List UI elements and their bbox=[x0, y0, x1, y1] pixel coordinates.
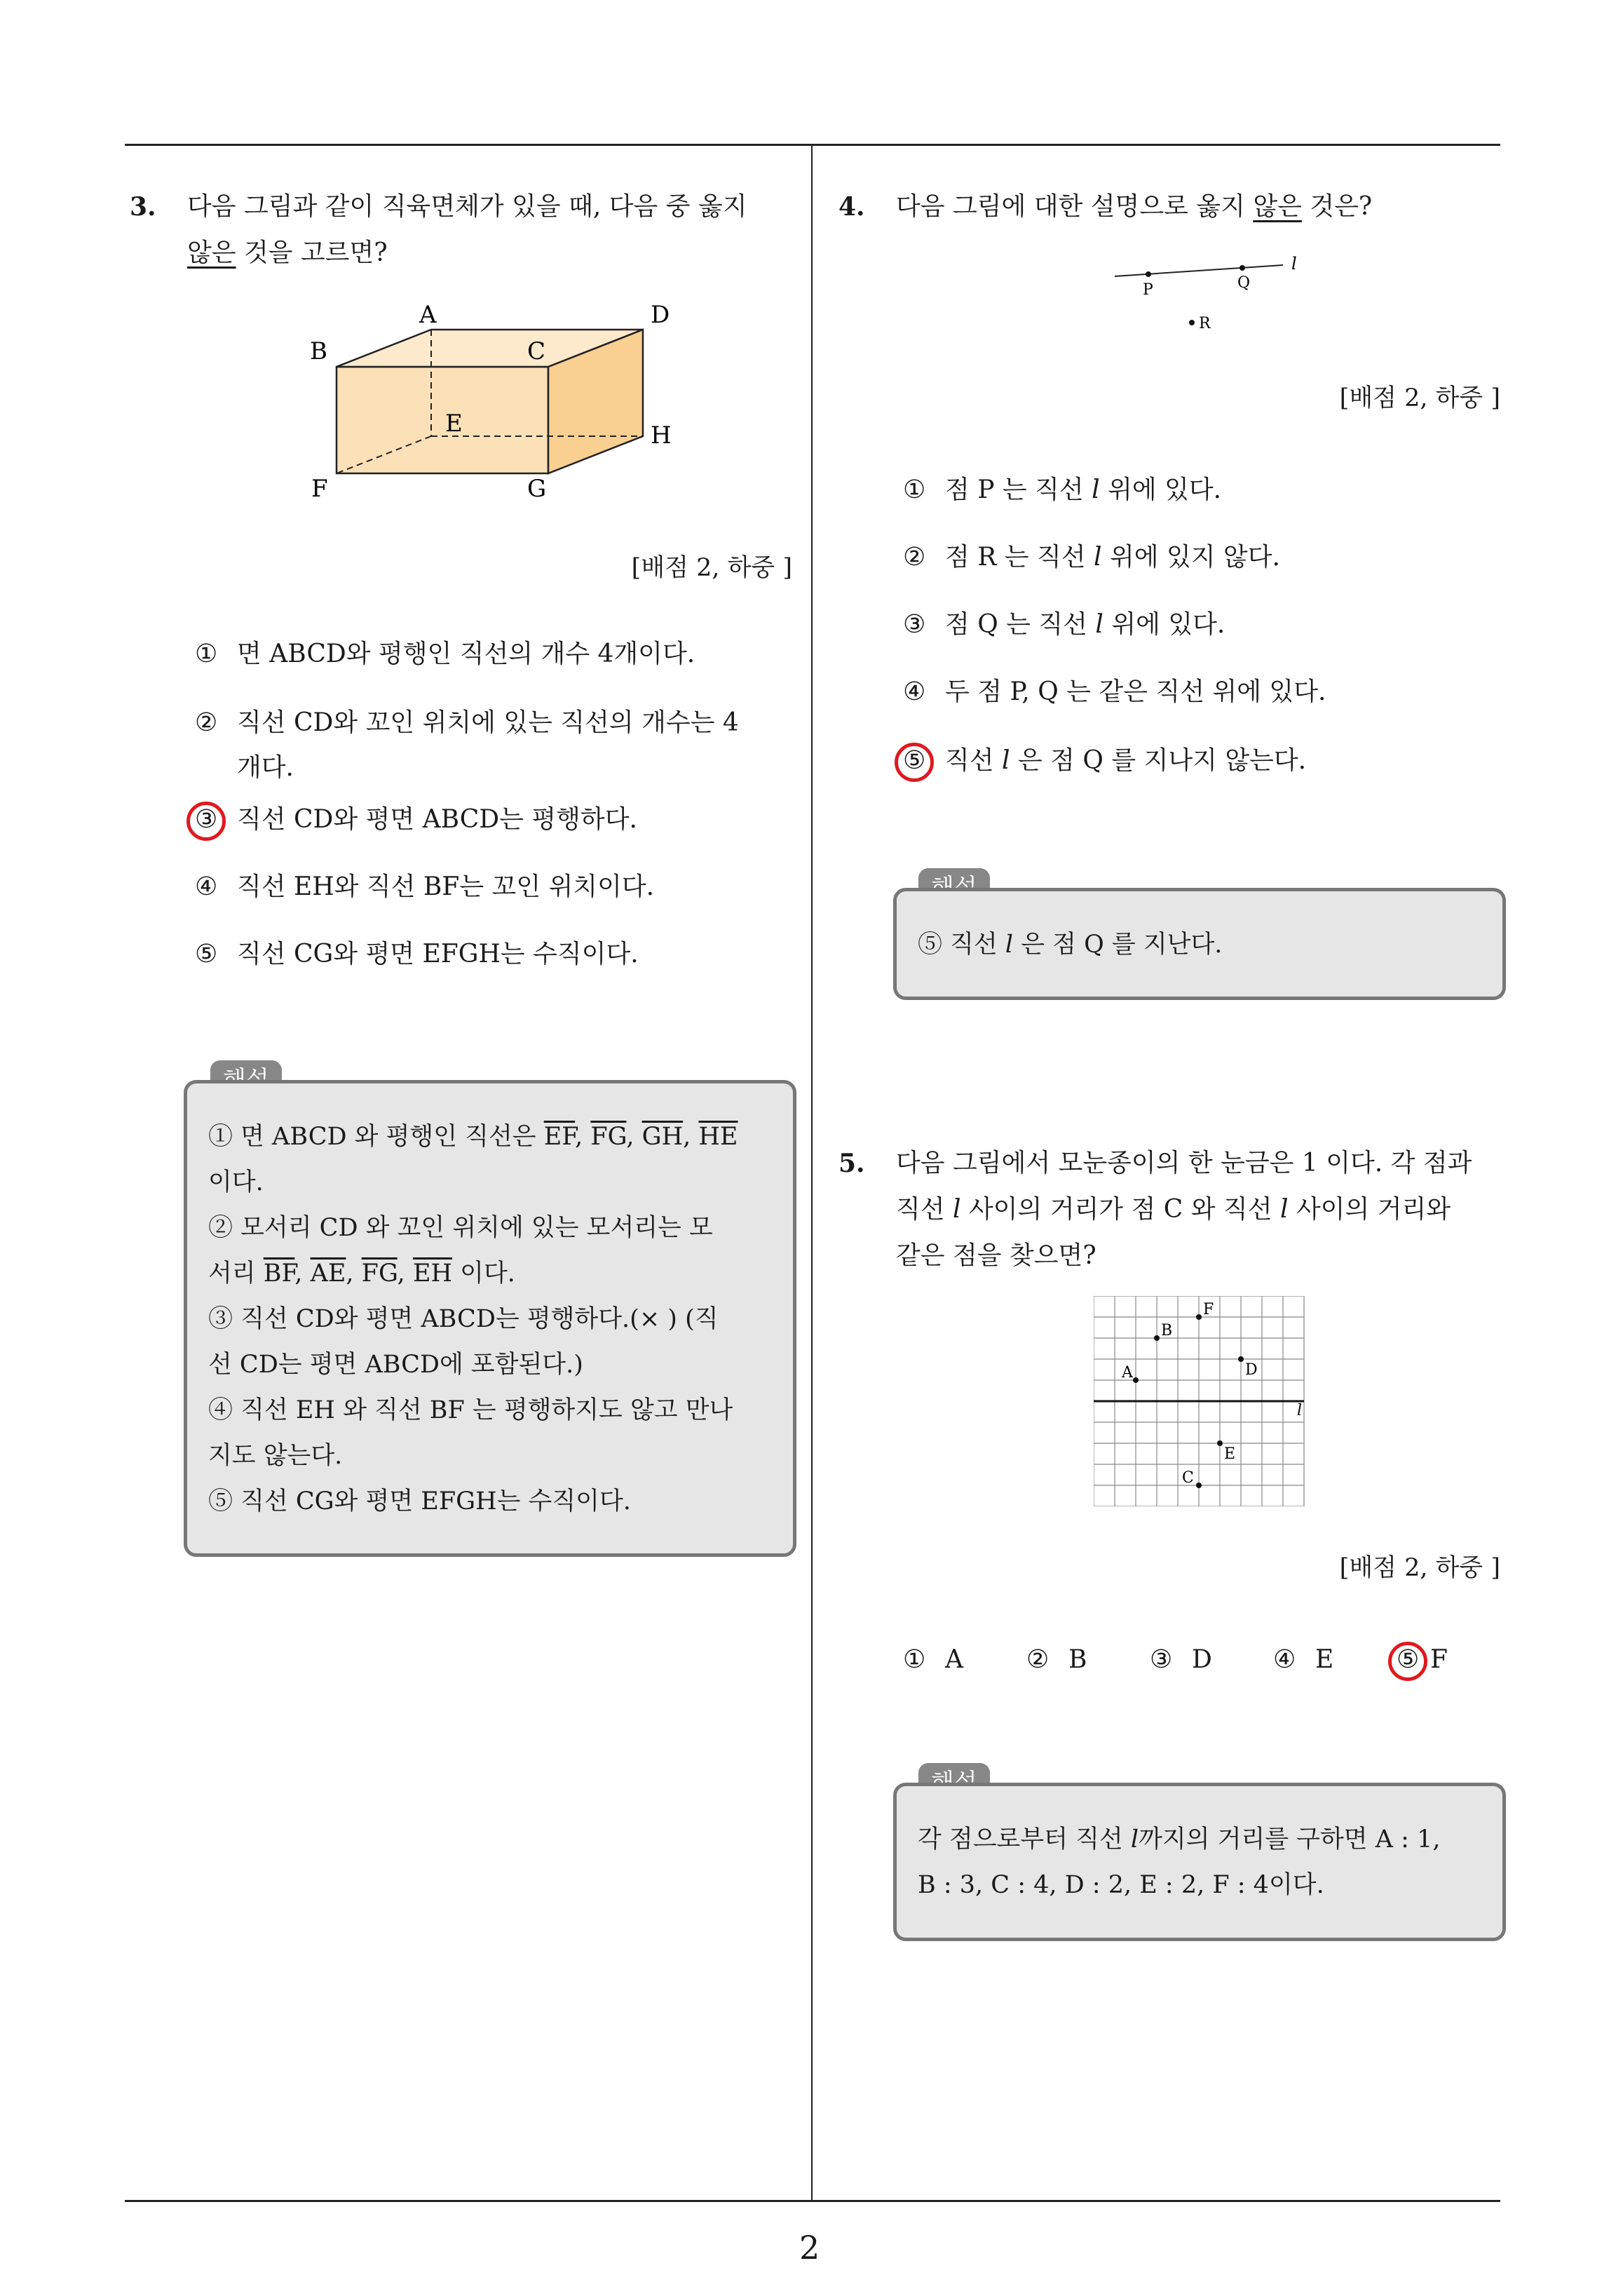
label-C: C bbox=[527, 337, 546, 365]
label-F: F bbox=[311, 475, 328, 503]
svg-text:D: D bbox=[1245, 1361, 1258, 1379]
svg-text:A: A bbox=[1122, 1364, 1133, 1382]
q3-text-underline: 않은 bbox=[187, 238, 236, 267]
q3-choice-4: ④ 직선 EH와 직선 BF는 꼬인 위치이다. bbox=[195, 872, 655, 901]
point-Q bbox=[1240, 265, 1245, 271]
svg-text:P: P bbox=[1143, 281, 1153, 299]
q4-solution-box: ⑤ 직선 l 은 점 Q 를 지난다. bbox=[893, 888, 1506, 1000]
cuboid-front-face bbox=[337, 367, 548, 473]
q5-grid-figure bbox=[1094, 1296, 1311, 1506]
q3-choice-5: ⑤ 직선 CG와 평면 EFGH는 수직이다. bbox=[195, 940, 639, 968]
q5-number: 5. bbox=[838, 1149, 865, 1178]
svg-text:l: l bbox=[1297, 1402, 1303, 1419]
point-R bbox=[1189, 320, 1195, 325]
q3-meta: [배점 2, 하중 ] bbox=[631, 554, 792, 582]
q3-choice-3: ③ 직선 CD와 평면 ABCD는 평행하다. bbox=[195, 805, 637, 834]
q4-stem: 4. 다음 그림에 대한 설명으로 옳지 않은 것은? bbox=[838, 184, 1512, 230]
point-F bbox=[1196, 1314, 1202, 1320]
q3-choice-2: ② 직선 CD와 꼬인 위치에 있는 직선의 개수는 4 bbox=[195, 708, 739, 737]
point-D bbox=[1238, 1356, 1244, 1362]
point-E bbox=[1217, 1440, 1223, 1446]
q5-answer-mark bbox=[1388, 1642, 1427, 1681]
point-A bbox=[1133, 1377, 1139, 1383]
label-E: E bbox=[445, 410, 463, 438]
label-B: B bbox=[310, 337, 327, 365]
column-divider bbox=[811, 144, 813, 2201]
svg-text:B: B bbox=[1161, 1322, 1173, 1339]
svg-text:Q: Q bbox=[1237, 274, 1251, 292]
label-H: H bbox=[651, 421, 672, 450]
q3-choice-1: ① 면 ABCD와 평행인 직선의 개수 4개이다. bbox=[195, 640, 695, 668]
svg-text:C: C bbox=[1182, 1469, 1194, 1487]
line-l bbox=[1115, 265, 1283, 276]
q4-line-figure bbox=[1108, 252, 1318, 337]
q5-solution-box: 각 점으로부터 직선 l까지의 거리를 구하면 A : 1, B : 3, C : 4, D : 2, E : 2, F : 4이다. bbox=[893, 1783, 1506, 1941]
q4-choice-2: ② 점 R 는 직선 l 위에 있지 않다. bbox=[903, 543, 1280, 572]
q3-number: 3. bbox=[130, 192, 156, 222]
q4-number: 4. bbox=[838, 192, 865, 222]
point-B bbox=[1154, 1335, 1160, 1341]
q3-choice-2-cont: 개다. bbox=[237, 753, 294, 782]
q4-answer-mark bbox=[895, 743, 934, 782]
q3-stem bbox=[130, 184, 803, 276]
q5-choice-2: ② B bbox=[1026, 1645, 1087, 1674]
q3-cuboid-figure bbox=[294, 295, 687, 519]
q3-text-line2: 것을 고르면? bbox=[236, 238, 388, 267]
label-A: A bbox=[419, 301, 437, 329]
q5-choice-5: ⑤ F bbox=[1397, 1645, 1448, 1674]
svg-text:E: E bbox=[1224, 1445, 1236, 1463]
q4-choice-4: ④ 두 점 P, Q 는 같은 직선 위에 있다. bbox=[903, 677, 1326, 706]
label-G: G bbox=[527, 475, 547, 503]
q5-stem: 5. 다음 그림에서 모눈종이의 한 눈금은 1 이다. 각 점과 직선 l 사이의 거리가 점 C 와 직선 l 사이의 거리와 같은 점을 찾으면? bbox=[838, 1140, 1512, 1279]
label-D: D bbox=[651, 301, 670, 329]
q3-answer-mark bbox=[186, 802, 226, 841]
q5-choice-1: ① A bbox=[903, 1645, 963, 1674]
q4-meta: [배점 2, 하중 ] bbox=[1339, 384, 1500, 412]
svg-text:l: l bbox=[1291, 254, 1297, 274]
q3-solution-box: ① 면 ABCD 와 평행인 직선은 $\overline{EF}$, $\overline{FG}$, $\overline{GH}$, $\overline{HE}$ 이다. ② 모서리 CD 와 꼬인 위치에 있는 모서리는 모 서리 $\overline{BF}$, $\overline{AE}$, $\overline{FG}$, $\overline{EH}$ 이다. ③ 직선 CD와 평면 ABCD는 평행하다.(× ) (직 선 CD는 평면 ABCD에 포함된다.) ④ 직선 EH 와 직선 BF 는 평행하지도 않고 만나 지도 않는다. ⑤ 직선 CG와 평면 EFGH는 수직이다. bbox=[184, 1080, 796, 1557]
point-P bbox=[1146, 271, 1151, 277]
q5-meta: [배점 2, 하중 ] bbox=[1339, 1554, 1500, 1582]
q4-choice-1: ① 점 P 는 직선 l 위에 있다. bbox=[903, 475, 1222, 504]
point-C bbox=[1196, 1483, 1202, 1488]
svg-text:R: R bbox=[1199, 315, 1211, 332]
q3-text-line1: 다음 그림과 같이 직육면체가 있을 때, 다음 중 옳지 bbox=[187, 192, 747, 221]
svg-text:F: F bbox=[1203, 1301, 1214, 1318]
q5-choice-3: ③ D bbox=[1150, 1645, 1212, 1674]
page-number: 2 bbox=[799, 2229, 820, 2267]
q4-choice-3: ③ 점 Q 는 직선 l 위에 있다. bbox=[903, 610, 1225, 639]
bottom-rule bbox=[125, 2200, 1500, 2202]
top-rule bbox=[125, 144, 1500, 146]
q5-choice-4: ④ E bbox=[1273, 1645, 1334, 1674]
q4-choice-5: ⑤ 직선 l 은 점 Q 를 지나지 않는다. bbox=[903, 746, 1307, 775]
